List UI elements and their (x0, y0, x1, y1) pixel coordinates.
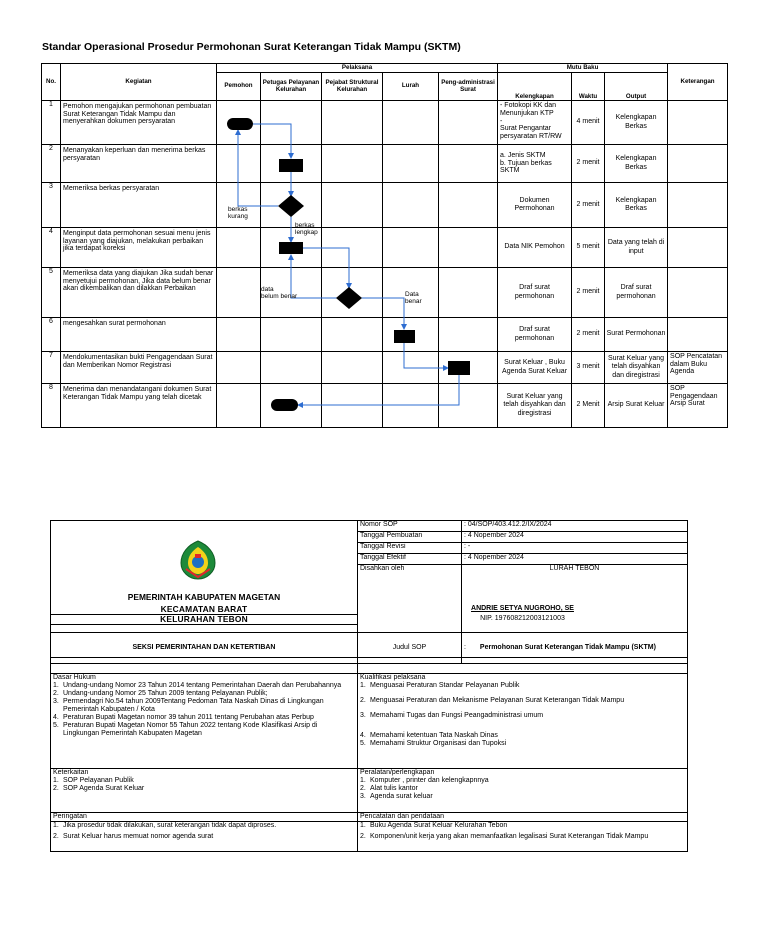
row-kegiatan: Memeriksa berkas persyaratan (61, 183, 217, 228)
row-output: Draf surat permohonan (605, 268, 668, 318)
list-item: 3. Memahami Tugas dan Fungsi Peangadministrasi umum (360, 712, 544, 720)
peringatan-label: Peringatan (51, 813, 358, 822)
kualifikasi-list (360, 682, 685, 748)
row-kegiatan: Memeriksa data yang diajukan Jika sudah benar menyetujui permohonan, Jika data belum benar akan dikembalikan dan dilakkan Perbaikan (61, 268, 217, 318)
sop-flow-table (41, 63, 728, 428)
nomor-sop-label: Nomor SOP (358, 521, 462, 532)
list-item: 1. Menguasai Peraturan Standar Pelayanan Publik (360, 682, 520, 690)
row-keterangan: SOP Pengagendaan Arsip Surat (668, 384, 728, 428)
row-kelengkapan: a. Jenis SKTM b. Tujuan berkas SKTM (498, 145, 572, 183)
row-kelengkapan: Draf surat permohonan (498, 318, 572, 352)
row-waktu: 2 menit (572, 268, 605, 318)
row-keterangan (668, 101, 728, 145)
header-pengadministrasi: Peng-administrasi Surat (439, 73, 498, 101)
dasar-hukum-label: Dasar Hukum (51, 674, 358, 683)
list-item: 2. Surat Keluar harus memuat nomor agenda surat (53, 833, 214, 841)
row-number: 7 (42, 352, 61, 384)
row-number: 2 (42, 145, 61, 183)
row-waktu: 2 Menit (572, 384, 605, 428)
row-number: 4 (42, 228, 61, 268)
row-keterangan (668, 268, 728, 318)
peralatan-label: Peralatan/perlengkapan (358, 768, 688, 777)
pencatatan-list (360, 822, 685, 841)
sop-info-table (50, 657, 688, 852)
list-item: 2. Undang-undang Nomor 25 Tahun 2009 tentang Pelayanan Publik; (53, 690, 268, 698)
regency-emblem-icon (178, 539, 218, 581)
row-kegiatan: mengesahkan surat permohonan (61, 318, 217, 352)
row-output: Surat Keluar yang telah disyahkan dan diregistrasi (605, 352, 668, 384)
list-item: 1. Komputer , printer dan kelengkapnnya (360, 776, 489, 784)
header-output: Output (605, 73, 668, 101)
page-title: Standar Operasional Prosedur Permohonan Surat Keterangan Tidak Mampu (SKTM) (42, 41, 461, 53)
row-waktu: 2 menit (572, 183, 605, 228)
row-number: 3 (42, 183, 61, 228)
row-waktu: 2 menit (572, 318, 605, 352)
keterkaitan-list (53, 777, 355, 793)
row-number: 6 (42, 318, 61, 352)
header-no: No. (42, 64, 61, 101)
row-output: Kelengkapan Berkas (605, 101, 668, 145)
org-pemerintah: PEMERINTAH KABUPATEN MAGETAN (127, 592, 281, 602)
row-waktu: 5 menit (572, 228, 605, 268)
header-lurah: Lurah (383, 73, 439, 101)
header-keterangan: Keterangan (668, 64, 728, 101)
flow-label-data-benar: Data benar (405, 291, 422, 305)
nomor-sop-value: : 04/SOP/403.412.2/IX/2024 (462, 521, 688, 532)
header-pelaksana: Pelaksana (217, 64, 498, 73)
org-kecamatan: KECAMATAN BARAT (51, 605, 357, 615)
list-item: 3. Agenda surat keluar (360, 792, 433, 800)
header-petugas: Petugas Pelayanan Kelurahan (261, 73, 322, 101)
list-item: 2. Alat tulis kantor (360, 784, 418, 792)
table-row (42, 352, 728, 384)
list-item: 4. Peraturan Bupati Magetan nomor 39 tahun 2011 tentang Perubahan atas Perbup (53, 714, 314, 722)
sop-identity-table (50, 520, 688, 664)
logo-cell (51, 521, 358, 633)
tanggal-revisi-value: : - (462, 543, 688, 554)
header-kelengkapan: Kelengkapan (498, 73, 572, 101)
row-waktu: 3 menit (572, 352, 605, 384)
row-keterangan (668, 183, 728, 228)
row-kelengkapan: Surat Keluar yang telah disyahkan dan diregistrasi (498, 384, 572, 428)
header-mutu-baku: Mutu Baku (498, 64, 668, 73)
table-row (42, 183, 728, 228)
row-kelengkapan: Surat Keluar , Buku Agenda Surat Keluar (498, 352, 572, 384)
row-keterangan (668, 318, 728, 352)
tanggal-efektif-label: Tanggal Efektif (358, 554, 462, 565)
row-output: Data yang telah di input (605, 228, 668, 268)
row-output: Arsip Surat Keluar (605, 384, 668, 428)
row-number: 5 (42, 268, 61, 318)
peringatan-list (53, 822, 355, 841)
judul-sop-label: Judul SOP (358, 633, 462, 664)
table-row (42, 228, 728, 268)
flow-label-data-belum-benar: data belum benar (261, 286, 298, 300)
row-output: Surat Permohonan (605, 318, 668, 352)
flow-label-berkas-kurang: berkas kurang (228, 206, 248, 220)
row-waktu: 4 menit (572, 101, 605, 145)
row-kegiatan: Menerima dan menandatangani dokumen Surat Keterangan Tidak Mampu yang telah dicetak (61, 384, 217, 428)
disahkan-value: LURAH TEBON (549, 565, 600, 572)
header-pemohon: Pemohon (217, 73, 261, 101)
seksi-name: SEKSI PEMERINTAHAN DAN KETERTIBAN (51, 633, 358, 664)
table-row (42, 318, 728, 352)
row-output: Kelengkapan Berkas (605, 183, 668, 228)
list-item: 2. SOP Agenda Surat Keluar (53, 784, 145, 792)
row-waktu: 2 menit (572, 145, 605, 183)
header-pejabat: Pejabat Struktural Kelurahan (322, 73, 383, 101)
row-kelengkapan: - Fotokopi KK dan Menunjukan KTP - Surat Pengantar persyaratan RT/RW (498, 101, 572, 145)
row-number: 8 (42, 384, 61, 428)
list-item: 2. Komponen/unit kerja yang akan memanfaatkan legalisasi Surat Keterangan Tidak Mampu (360, 833, 649, 841)
row-output: Kelengkapan Berkas (605, 145, 668, 183)
row-keterangan (668, 228, 728, 268)
disahkan-label: Disahkan oleh (358, 565, 462, 633)
row-kegiatan: Menanyakan keperluan dan menerima berkas persyaratan (61, 145, 217, 183)
keterkaitan-label: Keterkaitan (51, 768, 358, 777)
row-kegiatan: Mendokumentasikan bukti Pengagendaan Surat dan Memberikan Nomor Registrasi (61, 352, 217, 384)
peralatan-list (360, 777, 685, 801)
disahkan-cell (462, 565, 688, 633)
table-row (42, 268, 728, 318)
judul-sop-value: Permohonan Surat Keterangan Tidak Mampu (SKTM) (479, 644, 656, 652)
pejabat-nama: ANDRIE SETYA NUGROHO, SE (471, 605, 574, 612)
row-keterangan: SOP Pencatatan dalam Buku Agenda (668, 352, 728, 384)
judul-colon: : (464, 644, 466, 652)
pencatatan-label: Pencatatan dan pendataan (358, 813, 688, 822)
list-item: 3. Permendagri No.54 tahun 2009Tentang Pedoman Tata Naskah Dinas di Lingkungan Pemerintah Kabupaten / Kota (53, 698, 324, 714)
row-number: 1 (42, 101, 61, 145)
row-kegiatan: Menginput data permohonan sesuai menu jenis layanan yang diajukan, melakukan perbaikan jika terdapat koreksi (61, 228, 217, 268)
table-row (42, 145, 728, 183)
table-row (42, 384, 728, 428)
list-item: 1. Undang-undang Nomor 23 Tahun 2014 tentang Pemerintahan Daerah dan Perubahannya (53, 682, 342, 690)
flow-label-berkas-lengkap: berkas lengkap (295, 222, 318, 236)
list-item: 1. Buku Agenda Surat Keluar Kelurahan Tebon (360, 822, 508, 830)
row-kelengkapan: Data NIK Pemohon (498, 228, 572, 268)
kualifikasi-label: Kualifikasi pelaksana (358, 674, 688, 683)
header-waktu: Waktu (572, 73, 605, 101)
row-keterangan (668, 145, 728, 183)
row-kelengkapan: Draf surat permohonan (498, 268, 572, 318)
tanggal-pembuatan-label: Tanggal Pembuatan (358, 532, 462, 543)
tanggal-revisi-label: Tanggal Revisi (358, 543, 462, 554)
list-item: 4. Memahami ketentuan Tata Naskah Dinas (360, 732, 498, 740)
list-item: 5. Memahami Struktur Organisasi dan Tupoksi (360, 740, 507, 748)
list-item: 5. Peraturan Bupati Magetan Nomor 55 Tahun 2022 tentang Kode Klasifikasi Arsip di Lingkungan Pemerintah Kabupaten Magetan (53, 722, 318, 738)
org-kelurahan: KELURAHAN TEBON (51, 615, 357, 625)
row-kelengkapan: Dokumen Permohonan (498, 183, 572, 228)
row-kegiatan: Pemohon mengajukan permohonan pembuatan Surat Keterangan Tidak Mampu dan menyerahkan dokumen persyaratan (61, 101, 217, 145)
table-row (42, 101, 728, 145)
header-kegiatan: Kegiatan (61, 64, 217, 101)
dasar-hukum-list (53, 682, 355, 738)
tanggal-pembuatan-value: : 4 Nopember 2024 (462, 532, 688, 543)
list-item: 2. Menguasai Peraturan dan Mekanisme Pelayanan Surat Keterangan Tidak Mampu (360, 697, 625, 705)
list-item: 1. Jika prosedur tidak dilakukan, surat keterangan tidak dapat diproses. (53, 822, 277, 830)
tanggal-efektif-value: : 4 Nopember 2024 (462, 554, 688, 565)
pejabat-nip: NIP. 197608212003121003 (480, 615, 565, 622)
list-item: 1. SOP Pelayanan Publik (53, 776, 134, 784)
